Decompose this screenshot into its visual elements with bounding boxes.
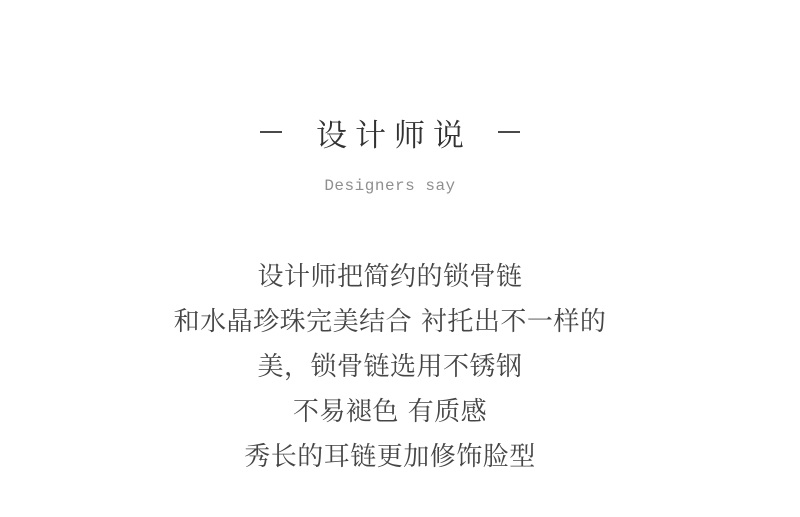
section-title-row [0, 108, 790, 156]
page-title: 设计师说 [316, 117, 472, 154]
description-paragraph [0, 255, 790, 480]
description-line: 和水晶珍珠完美结合 衬托出不一样的 [173, 307, 607, 337]
title-dash-left-icon [260, 131, 282, 133]
description-line: 美，锁骨链选用不锈钢 [257, 352, 523, 382]
section-subtitle: Designers say [324, 177, 456, 195]
description-line: 不易褪色 有质感 [292, 397, 488, 427]
description-line: 设计师把简约的锁骨链 [257, 262, 523, 292]
title-dash-right-icon [498, 131, 520, 133]
description-line: 秀长的耳链更加修饰脸型 [244, 442, 536, 472]
